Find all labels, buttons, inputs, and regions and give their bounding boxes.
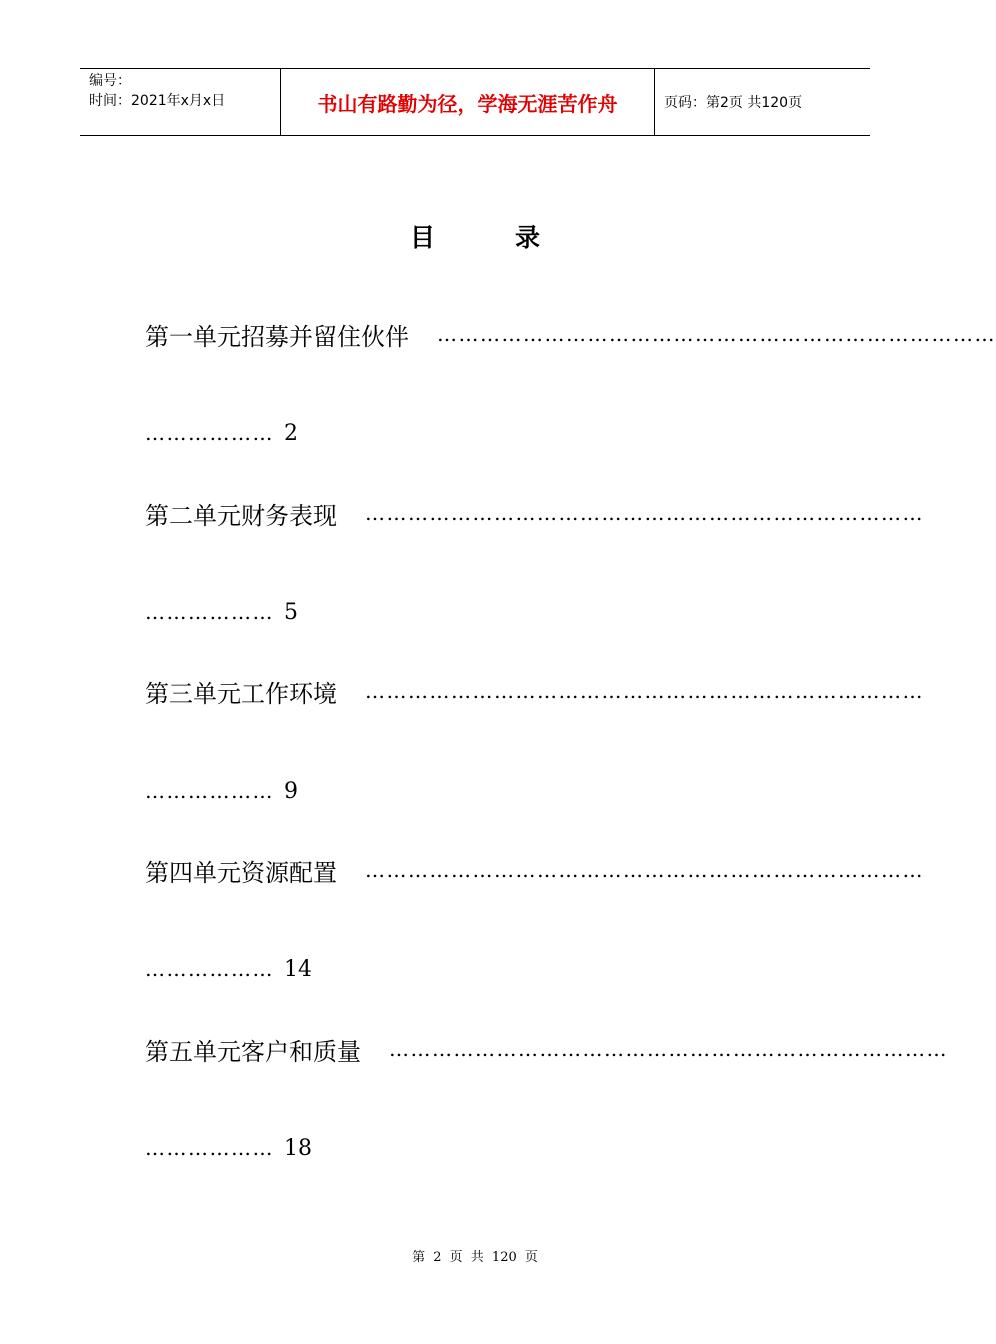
toc-entry: [145, 318, 996, 351]
page-info-text: 页码：第2页 共120页: [664, 95, 803, 111]
toc-unit: 第五单元: [145, 1037, 241, 1066]
page-footer: [0, 1246, 950, 1265]
toc-page-line: [145, 953, 312, 985]
toc-unit: 第二单元: [145, 501, 241, 530]
toc-leader-dots: ………………: [145, 957, 274, 981]
toc-leader-dots: ………………: [145, 779, 274, 803]
toc-leader-dots: ……………………………………………………………………: [365, 679, 924, 703]
toc-leader-dots: ……………………………………………………………………: [365, 501, 924, 525]
toc-leader-dots: ………………: [145, 1136, 274, 1160]
toc-unit: 第三单元: [145, 679, 241, 708]
page-title: [0, 218, 950, 254]
footer-page-text: 第 2 页 共 120 页: [412, 1250, 538, 1265]
toc-leader-dots: ……………………………………………………………………: [389, 1037, 948, 1061]
toc-page-line: [145, 417, 298, 449]
toc-page-number: 5: [284, 599, 298, 625]
header-motto: [281, 69, 655, 135]
toc-leader-dots: ………………: [145, 421, 274, 445]
date-line: 时间：2021年x月x日: [89, 93, 226, 109]
toc-unit: 第四单元: [145, 858, 241, 887]
title-char-1: 目: [409, 223, 435, 252]
header-meta: [80, 69, 281, 135]
toc-entry: [145, 675, 924, 708]
toc-title: 客户和质量: [241, 1037, 361, 1066]
toc-title: 工作环境: [241, 679, 337, 708]
toc-leader-dots: ……………………………………………………………………: [365, 858, 924, 882]
toc-page-number: 2: [284, 420, 298, 446]
toc-entry: [145, 854, 924, 887]
motto-text: 书山有路勤为径，学海无涯苦作舟: [317, 91, 618, 116]
toc-entry: [145, 497, 924, 530]
toc-page-number: 9: [284, 778, 298, 804]
toc-title: 资源配置: [241, 858, 337, 887]
title-char-2: 录: [515, 223, 541, 252]
header-page-info: [655, 69, 870, 135]
toc-page-line: [145, 596, 298, 628]
toc-page-line: [145, 775, 298, 807]
toc-entry: [145, 1033, 948, 1066]
toc-title: 财务表现: [241, 501, 337, 530]
document-header: [80, 68, 870, 136]
toc-page-number: 18: [284, 1135, 312, 1161]
code-label: 编号：: [89, 73, 131, 89]
toc-leader-dots: ………………: [145, 600, 274, 624]
toc-leader-dots: ……………………………………………………………………: [437, 322, 996, 346]
toc-unit: 第一单元: [145, 322, 241, 351]
toc-title: 招募并留住伙伴: [241, 322, 409, 351]
toc-page-number: 14: [284, 956, 312, 982]
toc-page-line: [145, 1132, 312, 1164]
